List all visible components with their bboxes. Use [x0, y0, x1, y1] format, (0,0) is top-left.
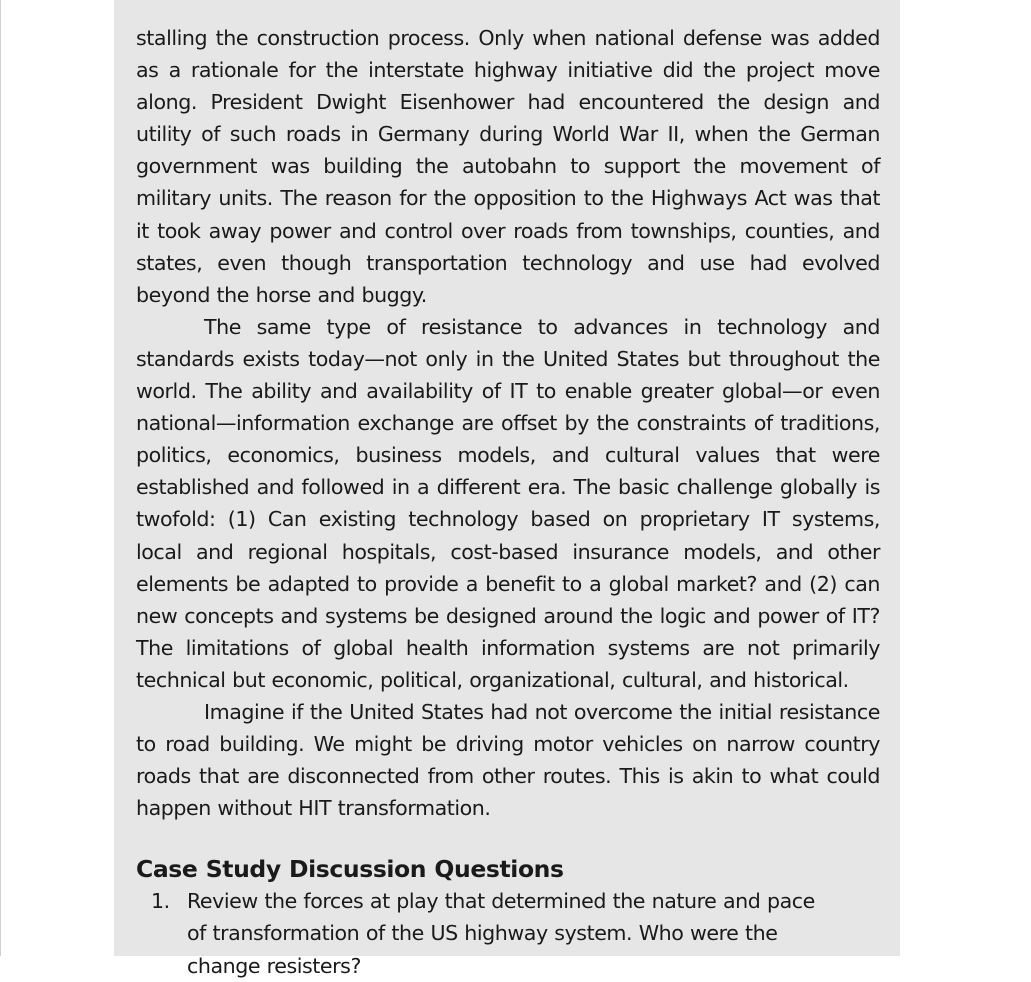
panel-content	[136, 22, 880, 982]
sidebar-panel	[114, 0, 900, 978]
question-number: 1.	[151, 889, 170, 914]
question-text: Review the forces at play that determined the nature and pace of transformation of the US highway system. Who were the change resisters?	[187, 889, 815, 978]
list-item	[136, 885, 880, 981]
body-paragraph: Imagine if the United States had not overcome the initial resistance to road building. We might be driving motor vehicles on narrow country roads that are disconnected from other routes. This is akin to what could happen without HIT transformation.	[136, 699, 880, 821]
question-list	[136, 885, 880, 981]
page-edge	[0, 0, 1, 956]
case-study-heading: Case Study Discussion Questions	[136, 855, 564, 884]
body-paragraph: stalling the construction process. Only when national defense was added as a rationale for the interstate highway initiative did the project move along. President Dwight Eisenhower had encountered the design and utility of such roads in Germany during World War II, when the German government was building the autobahn to support the movement of military units. The reason for the opposition to the Highways Act was that it took away power and control over roads from townships, counties, and states, even though transportation technology and use had evolved beyond the horse and buggy.	[136, 26, 880, 307]
body-paragraph: The same type of resistance to advances in technology and standards exists today—not only in the United States but throughout the world. The ability and availability of IT to enable greater global—or even national—information exchange are offset by the constraints of traditions, politics, economics, business models, and cultural values that were established and followed in a different era. The basic challenge globally is twofold: (1) Can existing technology based on proprietary IT systems, local and regional hospitals, cost-based insurance models, and other elements be adapted to provide a benefit to a global market? and (2) can new concepts and systems be designed around the logic and power of IT? The limitations of global health information systems are not primarily technical but economic, political, organizational, cultural, and historical.	[136, 314, 880, 692]
